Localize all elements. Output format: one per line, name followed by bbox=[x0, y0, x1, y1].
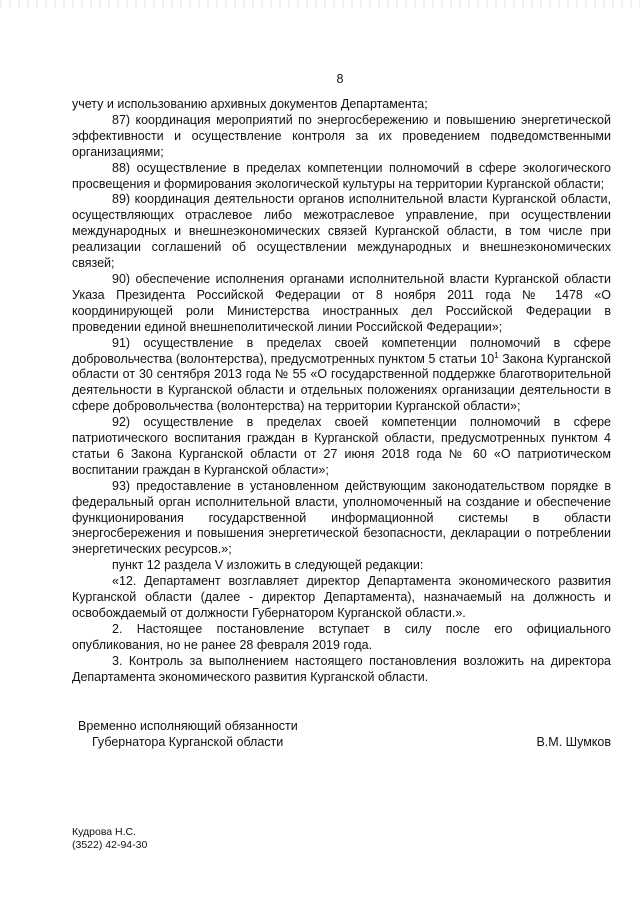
article-superscript: 1 bbox=[494, 350, 499, 360]
paragraph-item-91-start: 91) осуществление в пределах своей компетенции полномочий в сфере добровольчества (волонтерства), предусмотренных пунктом 5 статьи 10 bbox=[72, 335, 611, 366]
footer-phone: (3522) 42-94-30 bbox=[72, 839, 148, 851]
signature-role-line-2: Губернатора Курганской области bbox=[92, 735, 284, 749]
paragraph-item-91-end: Закона Курганской области от 30 сентября 2013 года № 55 «О государственной поддержке благотворительной деятельности в Курганской области и отдельных положениях организации деятельности в сфере добровольчества (волонтерства) на территории Курганской области»; bbox=[72, 351, 611, 414]
paragraph-item-89: 89) координация деятельности органов исполнительной власти Курганской области, осуществляющих отраслевое либо межотраслевое управление, при осуществлении международных и внешнеэкономических связей Курганской области, в том числе при реализации соглашений об осуществлении международных и внешнеэкономических связей; bbox=[72, 192, 611, 271]
signature-block bbox=[78, 718, 611, 750]
paragraph-continuation: учету и использованию архивных документов Департамента; bbox=[72, 97, 428, 111]
signature-role-line-1: Временно исполняющий обязанности bbox=[78, 719, 298, 733]
paragraph-item-93: 93) предоставление в установленном действующим законодательством порядке в федеральный орган исполнительной власти, уполномоченный на создание и обеспечение функционирования государственной информационной системы в области энергосбережения и повышения энергетической безопасности, декларации о потреблении энергетических ресурсов.»; bbox=[72, 478, 611, 557]
signature-row bbox=[78, 734, 611, 750]
paragraph-point-12-intro: пункт 12 раздела V изложить в следующей редакции: bbox=[112, 558, 424, 573]
paragraph-item-92: 92) осуществление в пределах своей компетенции полномочий в сфере патриотического воспитания граждан в Курганской области, предусмотренных пунктом 4 статьи 6 Закона Курганской области от 27 июня 2018 года № 60 «О патриотическом воспитании граждан в Курганской области»; bbox=[72, 415, 611, 477]
paragraph-point-12-text: «12. Департамент возглавляет директор Департамента экономического развития Курганской области (далее - директор Департамента), назначаемый на должность и освобождаемый от должности Губернатором Курганской области.». bbox=[72, 574, 611, 620]
scan-edge-artifact bbox=[0, 0, 640, 8]
page-number: 8 bbox=[336, 72, 344, 86]
document-body bbox=[72, 97, 611, 686]
signatory-name: В.М. Шумков bbox=[536, 735, 611, 749]
footer-author: Кудрова Н.С. bbox=[72, 826, 137, 838]
paragraph-item-88: 88) осуществление в пределах компетенции полномочий в сфере экологического просвещения и формирования экологической культуры на территории Курганской области; bbox=[72, 160, 611, 191]
footer-contact bbox=[72, 826, 147, 852]
paragraph-item-90: 90) обеспечение исполнения органами исполнительной власти Курганской области Указа Президента Российской Федерации от 8 ноября 2011 года № 1478 «О координирующей роли Министерства иностранных дел Российской Федерации в проведении единой внешнеполитической линии Российской Федерации»; bbox=[72, 271, 611, 334]
paragraph-clause-3: 3. Контроль за выполнением настоящего постановления возложить на директора Департамента экономического развития Курганской области. bbox=[72, 653, 611, 684]
paragraph-item-91 bbox=[72, 336, 611, 416]
paragraph-clause-2: 2. Настоящее постановление вступает в силу после его официального опубликования, но не ранее 28 февраля 2019 года. bbox=[72, 621, 611, 652]
paragraph-item-87: 87) координация мероприятий по энергосбережению и повышению энергетической эффективности и осуществление контроля за их проведением подведомственными организациями; bbox=[72, 112, 611, 159]
